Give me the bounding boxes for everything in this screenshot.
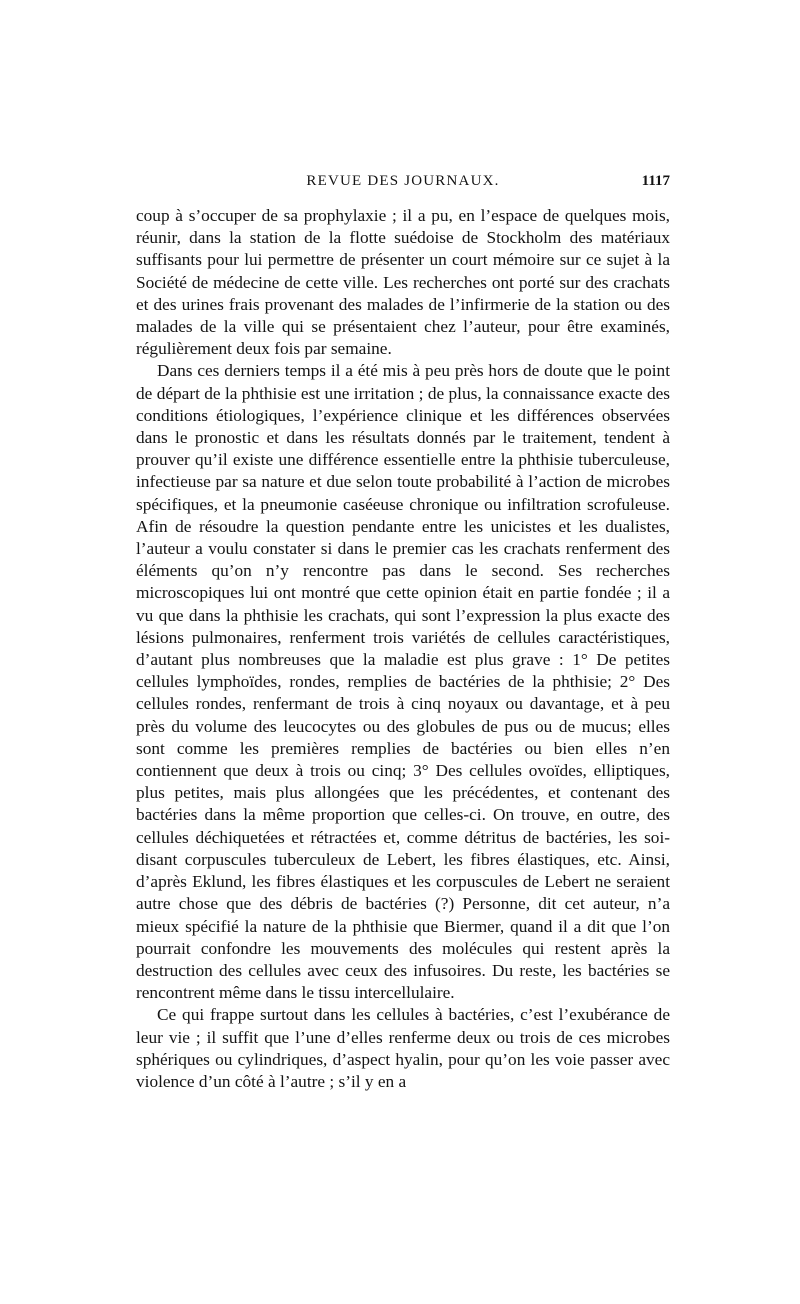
running-head: REVUE DES JOURNAUX. — [306, 173, 500, 189]
paragraph-bacteria-cells: Ce qui frappe surtout dans les cellules à bactéries, c’est l’exubérance de leur vie ; il suffit que l’une d’elles renferme deux ou trois de ces microbes sphériques ou cylindriques, d’aspect hyalin, pour qu’on les voie passer avec violence d’un côté à l’autre ; s’il y en a — [136, 1005, 670, 1091]
paragraph-phthisis-cells: Dans ces derniers temps il a été mis à peu près hors de doute que le point de départ de la phthisie est une irritation ; de plus, la connaissance exacte des conditions étiologiques, l’expérience clinique et les différences observées dans le pronostic et dans les résultats donnés par le traitement, tendent à prouver qu’il existe une différence essentielle entre la phthisie tuberculeuse, infectieuse par sa nature et due selon toute probabilité à l’action de microbes spécifiques, et la pneumonie caséeuse chronique ou infiltration scrofuleuse. Afin de résoudre la question pendante entre les unicistes et les dualistes, l’auteur a voulu constater si dans le premier cas les crachats renferment des éléments qu’on n’y rencontre pas dans le second. Ses recherches microscopiques lui ont montré que cette opinion était en partie fondée ; il a vu que dans la phthisie les crachats, qui sont l’expression la plus exacte des lésions pulmonaires, renferment trois variétés de cellules caractéristiques, d’autant plus nombreuses que la maladie est plus grave : 1° De petites cellules lymphoïdes, rondes, remplies de bactéries de la phthisie; 2° Des cellules rondes, renfermant de trois à cinq noyaux ou davantage, et à peu près du volume des leucocytes ou des globules de pus ou de mucus; elles sont comme les premières remplies de bactéries ou bien elles n’en contiennent que deux à trois ou cinq; 3° Des cellules ovoïdes, elliptiques, plus petites, mais plus allongées que les précédentes, et contenant des bactéries dans la même proportion que celles-ci. On trouve, en outre, des cellules déchiquetées et rétractées et, comme détritus de bactéries, les soi-disant corpuscules tuberculeux de Lebert, les fibres élastiques, etc. Ainsi, d’après Eklund, les fibres élastiques et les corpuscules de Lebert ne seraient autre chose que des débris de bactéries (?) Personne, dit cet auteur, n’a mieux spécifié la nature de la phthisie que Biermer, quand il a dit que l’on pourrait confondre les mouvements des molécules qui restent après la destruction des cellules avec ceux des infusoires. Du reste, les bactéries se rencontrent même dans le tissu intercellulaire. — [136, 361, 670, 1003]
body-text — [136, 205, 670, 1093]
paragraph-continuation: coup à s’occuper de sa prophylaxie ; il a pu, en l’espace de quelques mois, réunir, dans la station de la flotte suédoise de Stockholm des matériaux suffisants pour lui permettre de présenter un court mémoire sur ce sujet à la Société de médecine de cette ville. Les recherches ont porté sur des crachats et des urines frais provenant des malades de l’infirmerie de la station ou des malades de la ville qui se présentaient chez l’auteur, pour être examinés, régulièrement deux fois par semaine. — [136, 206, 670, 359]
page-header — [136, 173, 670, 199]
page-number: 1117 — [641, 173, 670, 189]
